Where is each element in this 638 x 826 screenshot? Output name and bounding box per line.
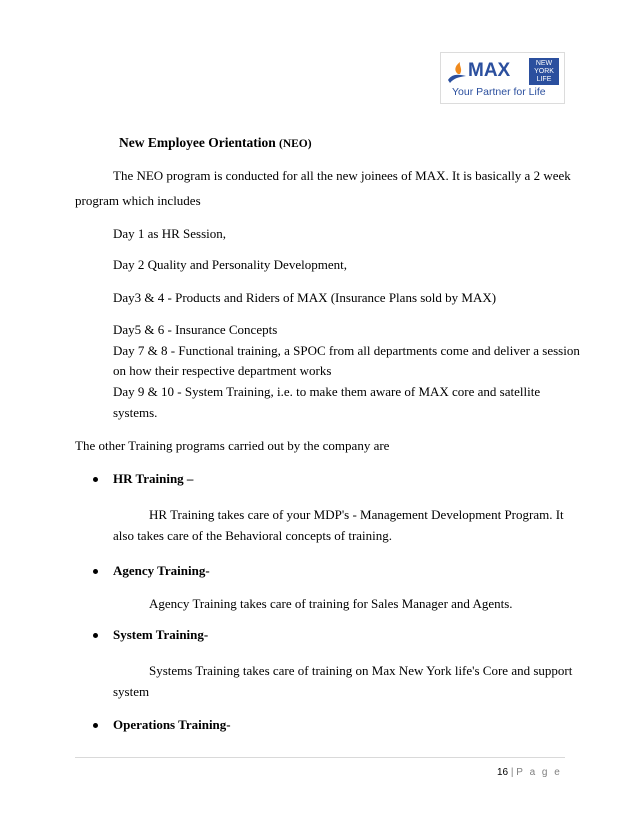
page-number: 16 <box>497 767 509 778</box>
intro-line-2: program which includes <box>75 193 201 208</box>
hr-training-title: HR Training – <box>113 471 194 486</box>
bullet-icon <box>93 569 98 574</box>
heading-title: New Employee Orientation <box>119 135 276 150</box>
day-9-10-line-1: Day 9 & 10 - System Training, i.e. to make them aware of MAX core and satellite <box>113 384 541 399</box>
company-logo <box>440 52 565 104</box>
page-footer <box>497 767 562 778</box>
other-trainings-intro: The other Training programs carried out by the company are <box>75 438 390 453</box>
system-training-title: System Training- <box>113 627 209 642</box>
day-2-text: Day 2 Quality and Personality Development, <box>113 257 347 272</box>
page-label: P a g e <box>516 767 562 778</box>
bullet-icon <box>93 723 98 728</box>
footer-separator: | <box>510 767 514 778</box>
intro-line-1: The NEO program is conducted for all the new joinees of MAX. It is basically a 2 week <box>113 168 571 183</box>
day-5-6-text: Day5 & 6 - Insurance Concepts <box>113 322 278 337</box>
logo-partner-line-2: YORK <box>534 68 554 75</box>
operations-training-title: Operations Training- <box>113 717 231 732</box>
flame-swoosh-icon <box>444 60 470 84</box>
day-3-4-text: Day3 & 4 - Products and Riders of MAX (Insurance Plans sold by MAX) <box>113 290 497 305</box>
bullet-icon <box>93 477 98 482</box>
logo-partner-line-3: LIFE <box>536 76 552 83</box>
day-7-8-line-2: on how their respective department works <box>113 363 332 378</box>
heading-abbr: (NEO) <box>278 138 312 150</box>
hr-training-line-1: HR Training takes care of your MDP's - Management Development Program. It <box>149 507 564 522</box>
day-7-8-line-1: Day 7 & 8 - Functional training, a SPOC from all departments come and deliver a session <box>113 343 580 358</box>
bullet-icon <box>93 633 98 638</box>
day-9-10-line-2: systems. <box>113 405 158 420</box>
logo-partner-line-1: NEW <box>535 60 553 67</box>
system-training-line-1: Systems Training takes care of training on Max New York life's Core and support <box>149 663 573 678</box>
agency-training-line-1: Agency Training takes care of training for Sales Manager and Agents. <box>149 596 513 611</box>
logo-brand-text: MAX <box>468 60 511 81</box>
footer-divider <box>75 757 565 758</box>
logo-tagline: Your Partner for Life <box>452 86 546 98</box>
logo-partner-box <box>529 58 559 85</box>
section-heading <box>119 135 312 152</box>
hr-training-line-2: also takes care of the Behavioral concepts of training. <box>113 528 393 543</box>
system-training-line-2: system <box>113 684 150 699</box>
day-1-text: Day 1 as HR Session, <box>113 226 227 241</box>
agency-training-title: Agency Training- <box>113 563 210 578</box>
